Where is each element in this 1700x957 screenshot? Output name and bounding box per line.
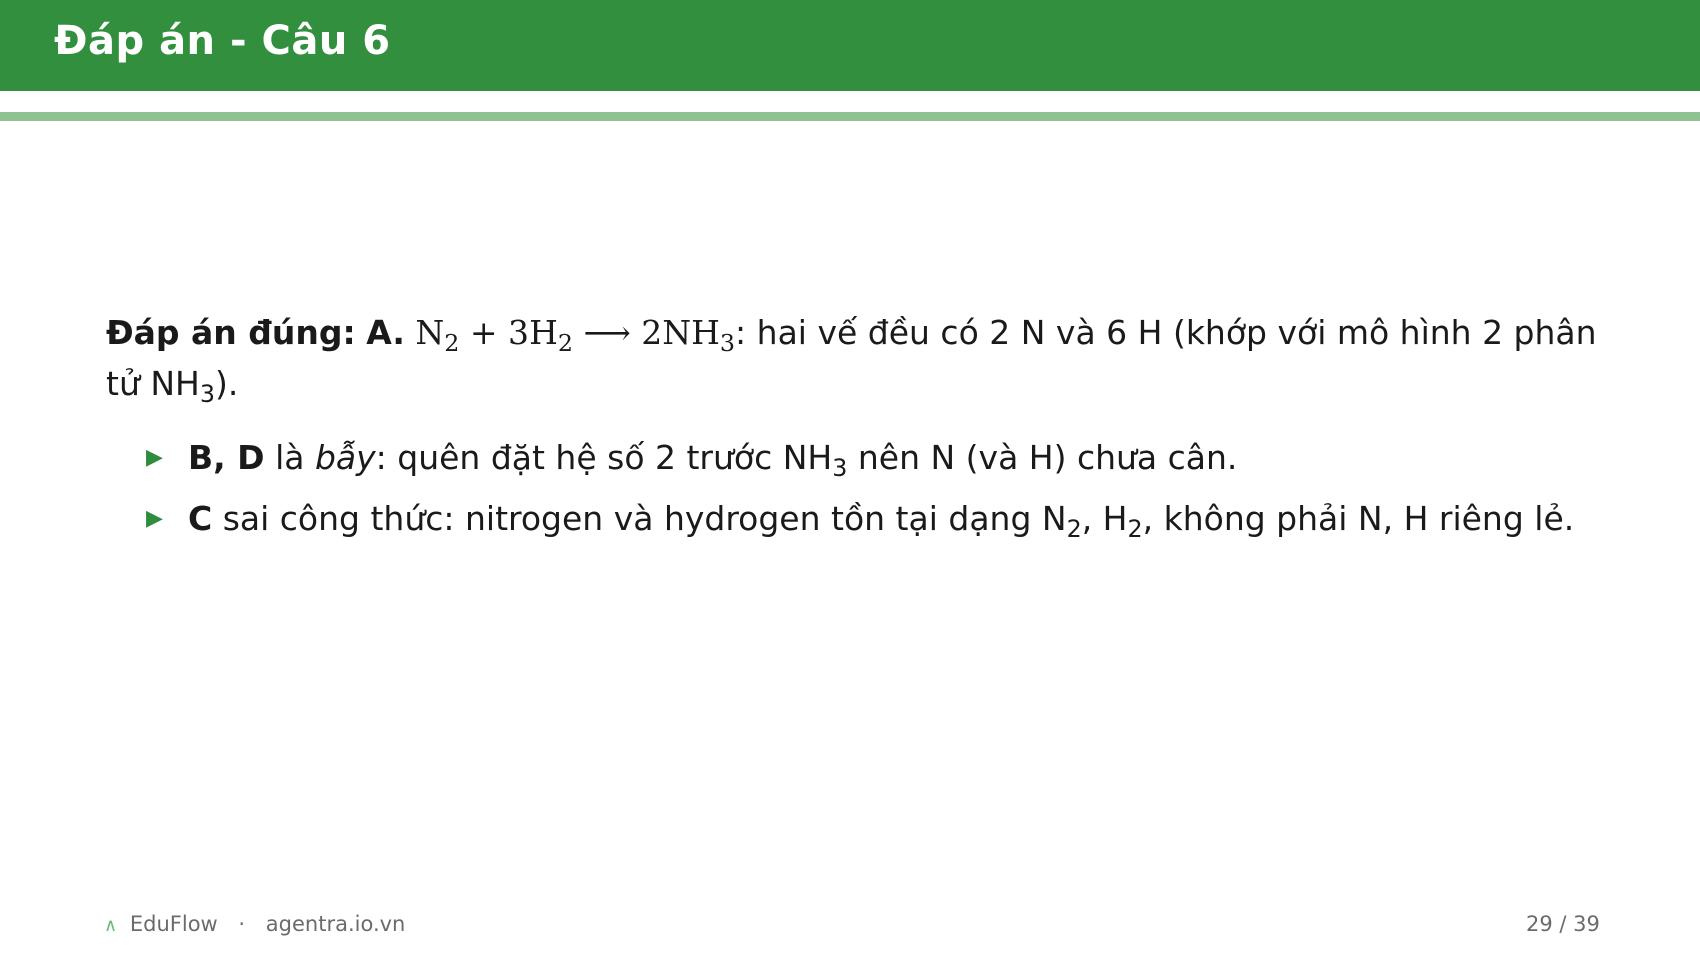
answer-explanation: : hai vế đều có 2 N và 6 H (khớp với mô hình 2 phân tử NH xyxy=(106,313,1597,403)
page-number: 29 / 39 xyxy=(1526,912,1600,936)
answer-label: Đáp án đúng: xyxy=(106,313,356,352)
answer-option: A. xyxy=(366,313,405,352)
slide-content xyxy=(106,307,1606,554)
list-item: ▶ C sai công thức: nitrogen và hydrogen tồn tại dạng $N_2$, $H_2$, không phải N, H riêng lẻ. xyxy=(106,493,1606,544)
eduflow-logo-icon: ∧ xyxy=(104,915,118,936)
bullet-triangle-icon: ▶ xyxy=(146,506,163,531)
footer-site: agentra.io.vn xyxy=(265,912,406,936)
slide-title: Đáp án - Câu 6 xyxy=(54,18,391,64)
footer-brand: EduFlow xyxy=(129,912,218,936)
accent-divider xyxy=(0,112,1700,121)
header-bar xyxy=(0,0,1700,91)
answer-paragraph: Đáp án đúng: A. $N_2 + 3H_2$ ⟶ $2NH_3$: hai vế đều có 2 N và 6 H (khớp với mô hình 2 phân tử $NH_3$). xyxy=(106,313,1597,409)
bullet-list xyxy=(106,432,1606,544)
chemical-equation: $N_2 + 3H_2$ ⟶ $2NH_3$ xyxy=(415,313,736,358)
footer xyxy=(104,912,405,936)
list-item: ▶ B, D là bẫy: quên đặt hệ số 2 trước $NH_3$ nên N (và H) chưa cân. xyxy=(106,432,1606,483)
footer-separator: · xyxy=(238,912,246,936)
bullet-triangle-icon: ▶ xyxy=(146,445,163,470)
